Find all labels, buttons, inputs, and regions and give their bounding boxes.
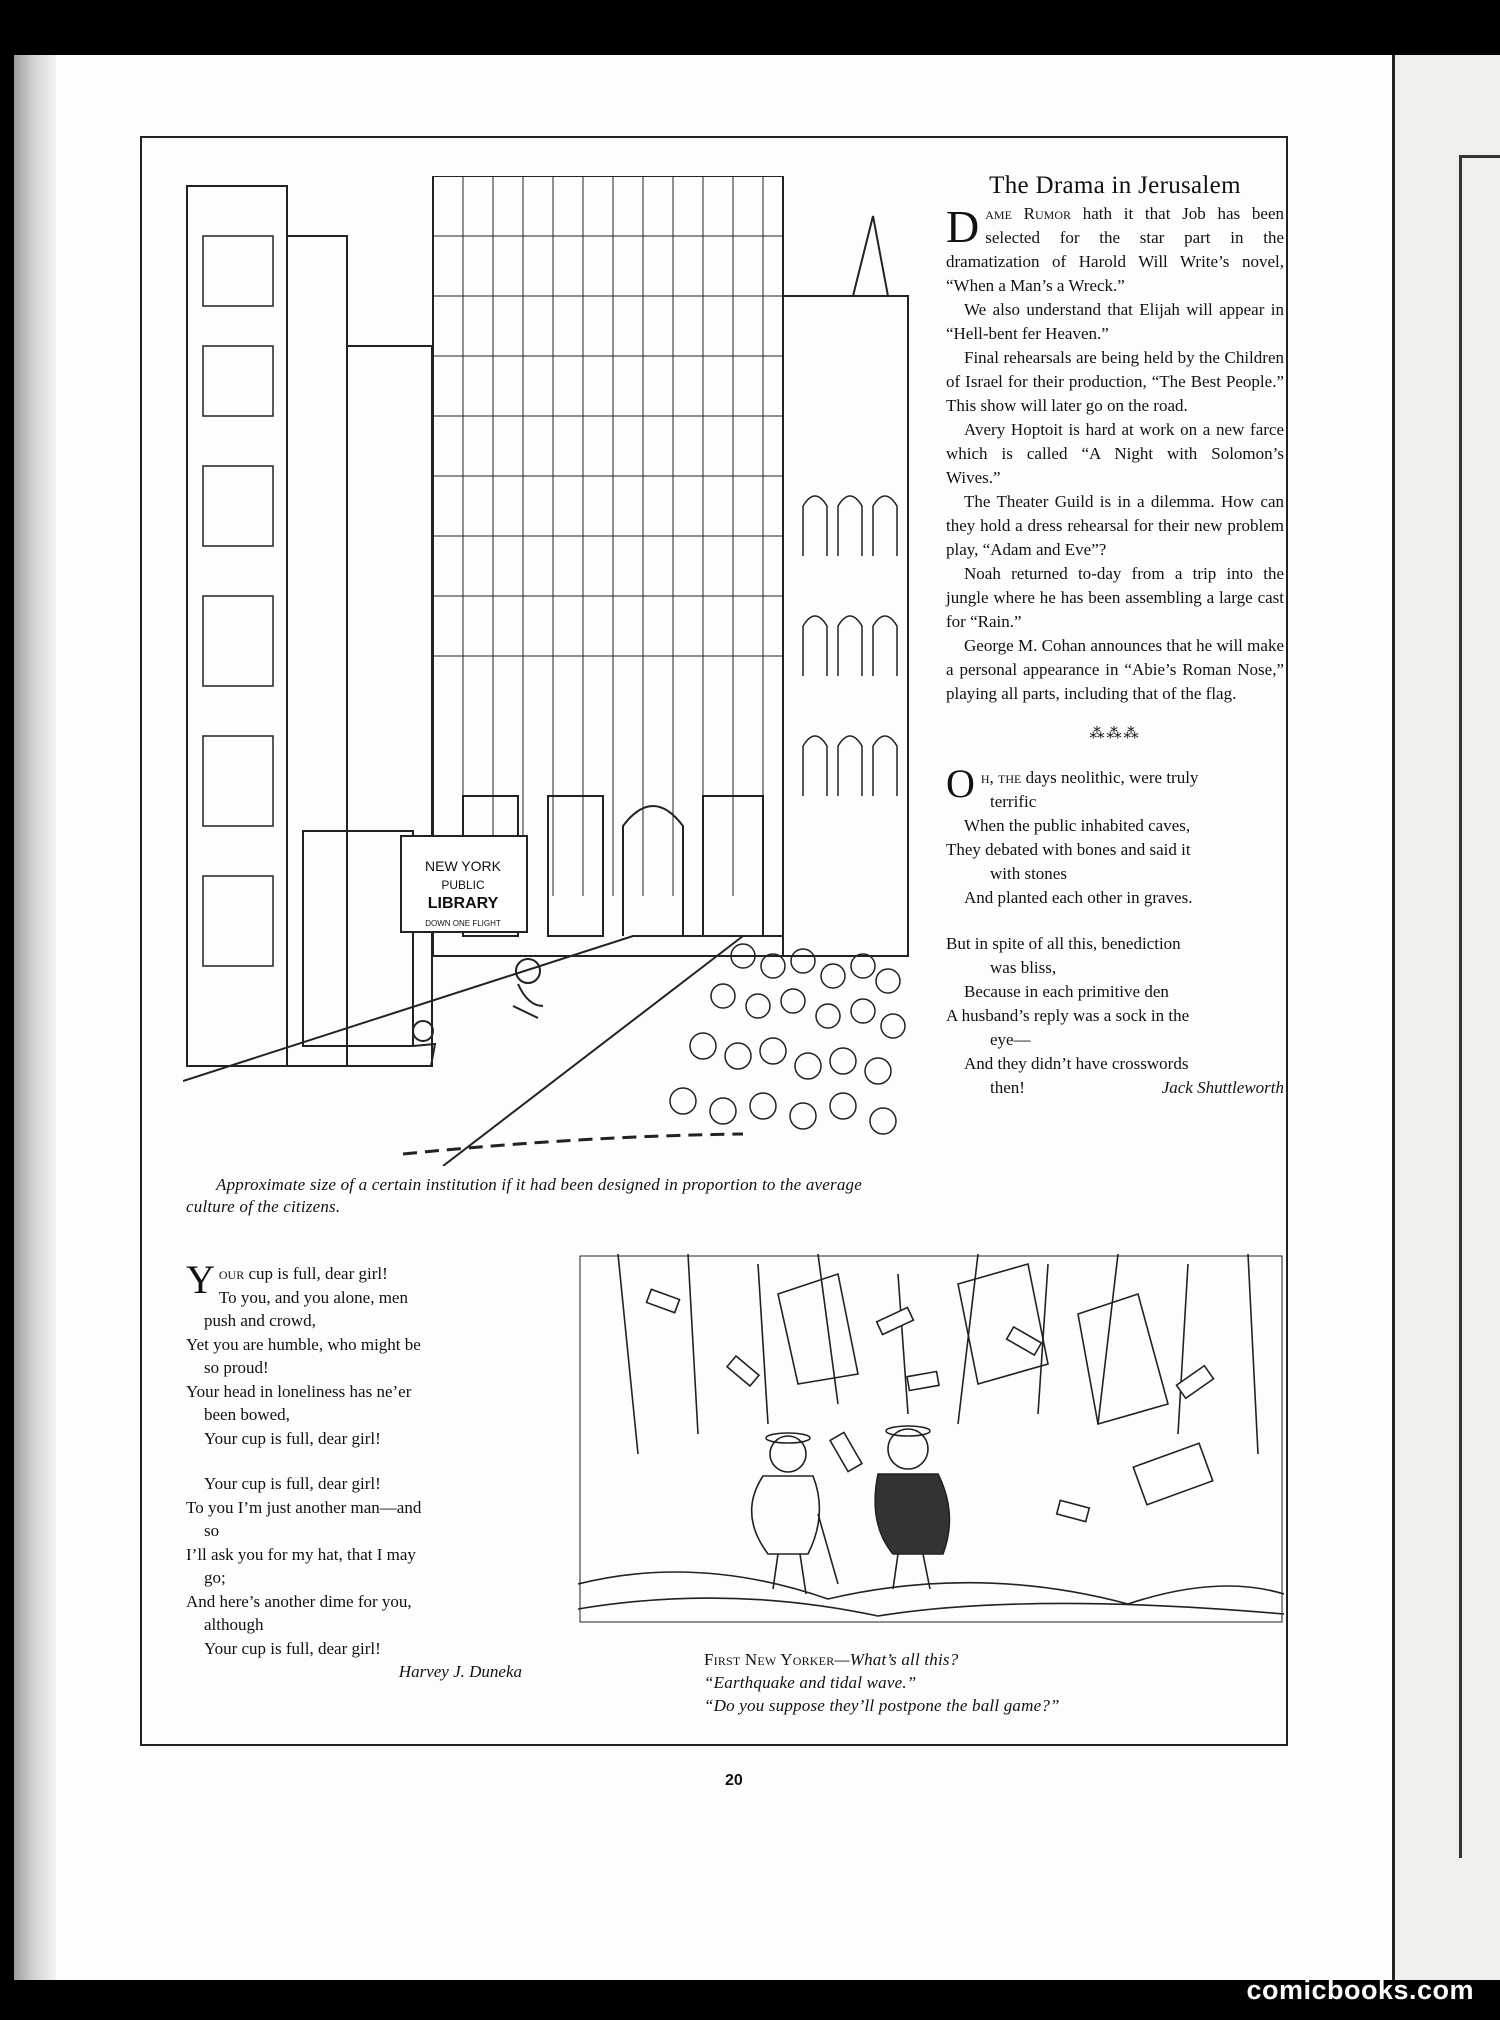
drama-paragraph-2: We also understand that Elijah will appear in “Hell-bent fer Heaven.”	[946, 300, 1284, 343]
earthquake-line-1-text: —What’s all this?	[834, 1650, 959, 1669]
cup-author: Harvey J. Duneka	[398, 1662, 522, 1681]
drama-paragraph-6: Noah returned to-day from a trip into the jungle where he has been assembling a large cast for “Rain.”	[946, 564, 1284, 631]
facing-page-frame	[1459, 155, 1500, 1858]
site-watermark: comicbooks.com	[1246, 1975, 1474, 2005]
cup-line-9: And here’s another dime for you,	[186, 1591, 412, 1611]
drama-paragraph-7: George M. Cohan announces that he will make a personal appearance in “Abie’s Roman Nose,” playing all parts, including that of the flag.	[946, 636, 1284, 703]
cup-line-4: Your head in loneliness has ne’er	[186, 1381, 412, 1401]
library-sign-line4: DOWN ONE FLIGHT	[425, 919, 501, 928]
drama-p1-text: hath it that Job has been selected for the star part in the dramatization of Harold Will Write’s novel, “When a Man’s a Wreck.”	[946, 204, 1285, 295]
drama-paragraph-3: Final rehearsals are being held by the Children of Israel for their production, “The Best People.” This show will later go on the road.	[946, 348, 1284, 415]
cup-stanza-1	[186, 1257, 522, 1450]
cup-line-7: To you I’m just another man—and	[186, 1497, 422, 1517]
cup-line-2-cont: push and crowd,	[204, 1311, 316, 1330]
page-number: 20	[725, 1772, 743, 1789]
neolithic-line-4: And planted each other in graves.	[964, 888, 1193, 907]
neolithic-dropcap: O	[946, 761, 975, 806]
cup-line-6: Your cup is full, dear girl!	[204, 1474, 381, 1493]
drama-paragraph-1	[946, 202, 1284, 298]
library-sign-line3: LIBRARY	[427, 895, 499, 912]
neolithic-line-7-cont: eye—	[990, 1030, 1031, 1049]
neolithic-line-2: When the public inhabited caves,	[964, 816, 1191, 835]
earthquake-speaker: First New Yorker	[704, 1650, 835, 1669]
neolithic-lead: h, the	[980, 768, 1022, 787]
cup-line-9-cont: although	[204, 1615, 264, 1634]
earthquake-cartoon	[578, 1254, 1284, 1624]
library-cartoon	[183, 176, 910, 1166]
cup-poem-body	[186, 1257, 522, 1684]
cup-stanza-2	[186, 1472, 522, 1684]
section-divider: ⁂⁂⁂	[1089, 726, 1141, 742]
drama-lead: ame Rumor	[985, 204, 1071, 223]
cup-line-3: Yet you are humble, who might be	[186, 1334, 421, 1354]
neolithic-author: Jack Shuttleworth	[1161, 1078, 1284, 1097]
drama-dropcap: D	[946, 201, 980, 252]
neolithic-line-7: A husband’s reply was a sock in the	[946, 1006, 1190, 1025]
neolithic-poem	[946, 761, 1284, 1100]
neolithic-line-1-cont: terrific	[990, 792, 1037, 811]
cup-dropcap: Y	[186, 1257, 215, 1302]
earthquake-caption-line-3: “Do you suppose they’ll postpone the ball game?”	[704, 1696, 1060, 1715]
neolithic-stanza-2	[946, 932, 1284, 1100]
cup-poem	[186, 1257, 522, 1684]
earthquake-caption	[704, 1648, 1264, 1717]
neolithic-line-6: Because in each primitive den	[964, 982, 1169, 1001]
page-stack-edge	[14, 55, 56, 1980]
cup-line-8: I’ll ask you for my hat, that I may	[186, 1544, 416, 1564]
drama-paragraph-4: Avery Hoptoit is hard at work on a new farce which is called “A Night with Solomon’s Wives.”	[946, 420, 1284, 487]
library-sign-line2: PUBLIC	[441, 878, 485, 892]
neolithic-line-8-cont	[946, 1076, 1284, 1100]
cup-lead: our	[218, 1264, 245, 1283]
cup-line-1-text: cup is full, dear girl!	[248, 1264, 388, 1283]
cup-line-3-cont: so proud!	[204, 1358, 269, 1377]
cup-line-5: Your cup is full, dear girl!	[204, 1428, 381, 1448]
library-cartoon-caption: Approximate size of a certain institution if it had been designed in proportion to the average culture of the citizens.	[186, 1175, 862, 1216]
cup-line-4-cont: been bowed,	[204, 1405, 290, 1424]
neolithic-line-3-cont: with stones	[990, 864, 1067, 883]
neolithic-line-3: They debated with bones and said it	[946, 840, 1191, 859]
cup-line-7-cont: so	[204, 1521, 220, 1540]
cup-line-10: Your cup is full, dear girl!	[204, 1638, 381, 1658]
earthquake-caption-line-1	[704, 1648, 1264, 1671]
cup-line-8-cont: go;	[204, 1568, 226, 1587]
neolithic-line-8-cont-text: then!	[990, 1078, 1025, 1097]
library-sign-line1: NEW YORK	[425, 858, 501, 874]
facing-page-edge	[1392, 55, 1500, 1980]
earthquake-cartoon-drawing	[578, 1254, 1284, 1624]
library-cartoon-drawing	[183, 176, 910, 1166]
drama-column	[946, 174, 1284, 1100]
neolithic-line-5: But in spite of all this, benediction	[946, 934, 1181, 953]
cup-line-2: To you, and you alone, men	[218, 1287, 408, 1307]
neolithic-stanza-1	[946, 761, 1284, 910]
drama-paragraph-5: The Theater Guild is in a dilemma. How can they hold a dress rehearsal for their new problem play, “Adam and Eve”?	[946, 492, 1284, 559]
neolithic-line-8: And they didn’t have crosswords	[964, 1054, 1189, 1073]
drama-title: The Drama in Jerusalem	[989, 172, 1241, 199]
neolithic-line-1-text: days neolithic, were truly	[1025, 768, 1199, 787]
earthquake-caption-line-2: “Earthquake and tidal wave.”	[704, 1673, 917, 1692]
neolithic-line-5-cont: was bliss,	[990, 958, 1057, 977]
